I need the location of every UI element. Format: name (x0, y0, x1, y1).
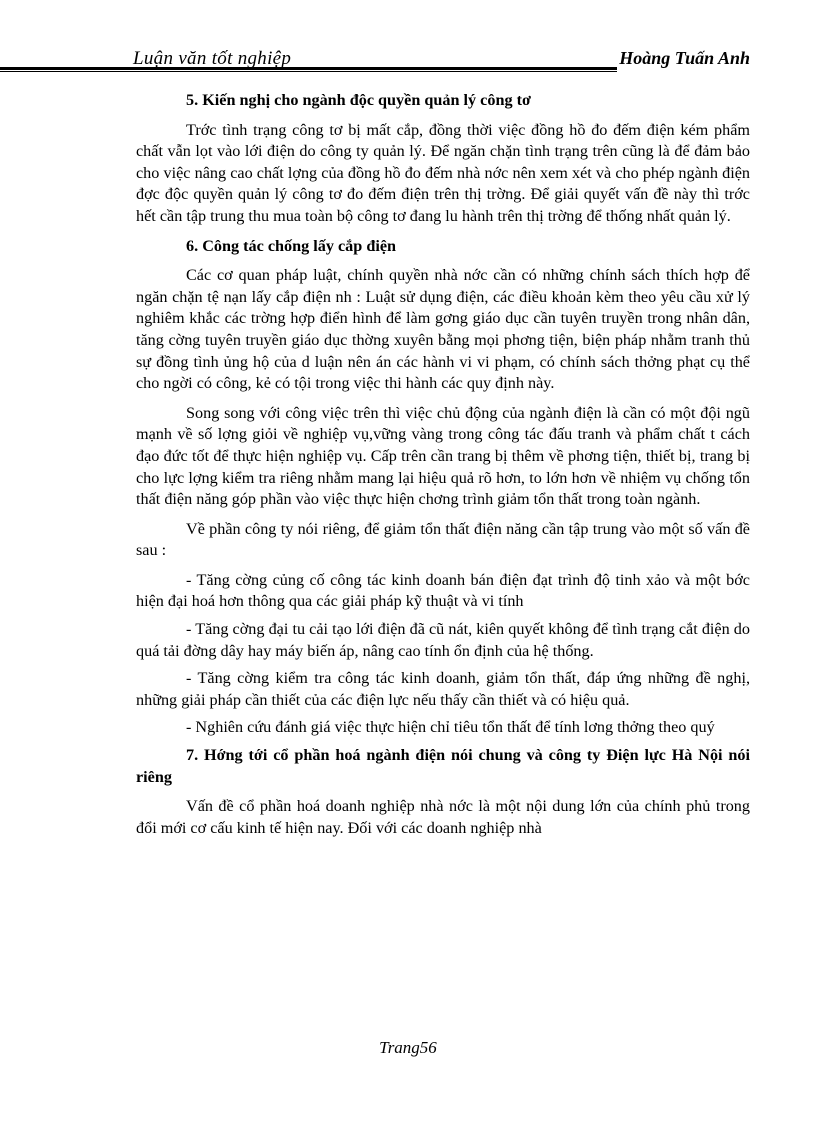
section-6-heading: 6. Công tác chống lấy cắp điện (186, 236, 397, 255)
section-5-heading: 5. Kiến nghị cho ngành độc quyền quản lý công tơ (186, 91, 531, 109)
section-5-paragraph: Trớc tình trạng công tơ bị mất cắp, đồng thời việc đồng hồ đo đếm điện kém phẩm chất vẫn lọt vào lới điện do công ty quản lý. Để ngăn chặn tình trạng trên cũng là để đảm bảo cho việc nâng cao chất lợng của đồng hồ đo đếm nhà nớc nên xem xét và cho phép ngành điện đợc độc quyền quản lý công tơ đo đếm điện trên thị trờng. Để giải quyết vấn đề này thì trớc hết cần tập trung thu mua toàn bộ công tơ đang lu hành trên thị trờng để thống nhất quản lý. (136, 120, 750, 225)
section-6-bullet-2: - Tăng cờng đại tu cải tạo lới điện đã cũ nát, kiên quyết không để tình trạng cắt điện do quá tải đờng dây hay máy biến áp, nâng cao tính ổn định của hệ thống. (136, 620, 750, 660)
page-number: Trang56 (379, 1038, 437, 1057)
header-thesis-title: Luận văn tốt nghiệp (133, 48, 292, 69)
header-divider-thick (0, 67, 617, 70)
section-7-paragraph: Vấn đề cổ phần hoá doanh nghiệp nhà nớc là một nội dung lớn của chính phủ trong đổi mới cơ cấu kinh tế hiện nay. Đối với các doanh nghiệp nhà (136, 797, 750, 837)
section-6-bullet-1: - Tăng cờng củng cố công tác kinh doanh bán điện đạt trình độ tinh xảo và một bớc hiện đại hoá hơn thông qua các giải pháp kỹ thuật và vi tính (136, 570, 750, 611)
section-6-paragraph-2: Song song với công việc trên thì việc chủ động của ngành điện là cần có một đội ngũ mạnh về số lợng giỏi về nghiệp vụ,vững vàng trong công tác đấu tranh và phẩm chất t cách đạo đức tốt để thực hiện nghiệp vụ. Cấp trên cần trang bị thêm về phơng tiện, thiết bị, trang bị cho lực lợng kiểm tra riêng nhằm mang lại hiệu quả rõ hơn, to lớn hơn về nhiệm vụ chống tổn thất điện năng góp phần vào việc thực hiện chơng trình giảm tổn thất trong toàn ngành. (136, 403, 750, 509)
document-body (136, 90, 750, 847)
section-6-bullet-3: - Tăng cờng kiểm tra công tác kinh doanh, giảm tổn thất, đáp ứng những đề nghị, những giải pháp cần thiết của các điện lực nếu thấy cần thiết và có hiệu quả. (136, 669, 750, 709)
header-divider-thin (0, 71, 617, 72)
section-7-heading: 7. Hớng tới cổ phần hoá ngành điện nói chung và công ty Điện lực Hà Nội nói riêng (136, 746, 750, 786)
section-6-bullet-4: - Nghiên cứu đánh giá việc thực hiện chỉ tiêu tổn thất để tính lơng thởng theo quý (186, 718, 715, 737)
header-author-name: Hoàng Tuấn Anh (619, 48, 750, 68)
section-6-paragraph-3: Về phần công ty nói riêng, để giảm tổn thất điện năng cần tập trung vào một số vấn đề sau : (136, 519, 750, 560)
section-6-paragraph-1: Các cơ quan pháp luật, chính quyền nhà nớc cần có những chính sách thích hợp để ngăn chặn tệ nạn lấy cắp điện nh : Luật sử dụng điện, các điều khoản kèm theo yêu cầu xử lý nghiêm khắc các trờng hợp điển hình để làm gơng giáo dục cần tuyên truyền trong nhân dân, tăng cờng tuyên truyền giáo dục thờng xuyên bằng mọi phơng tiện, biện pháp nhằm tranh thủ sự đồng tình ủng hộ của d luận nên án các hành vi vi phạm, có chính sách thởng phạt cụ thể cho ngời có công, kẻ có tội trong việc thi hành các quy định này. (136, 266, 750, 393)
